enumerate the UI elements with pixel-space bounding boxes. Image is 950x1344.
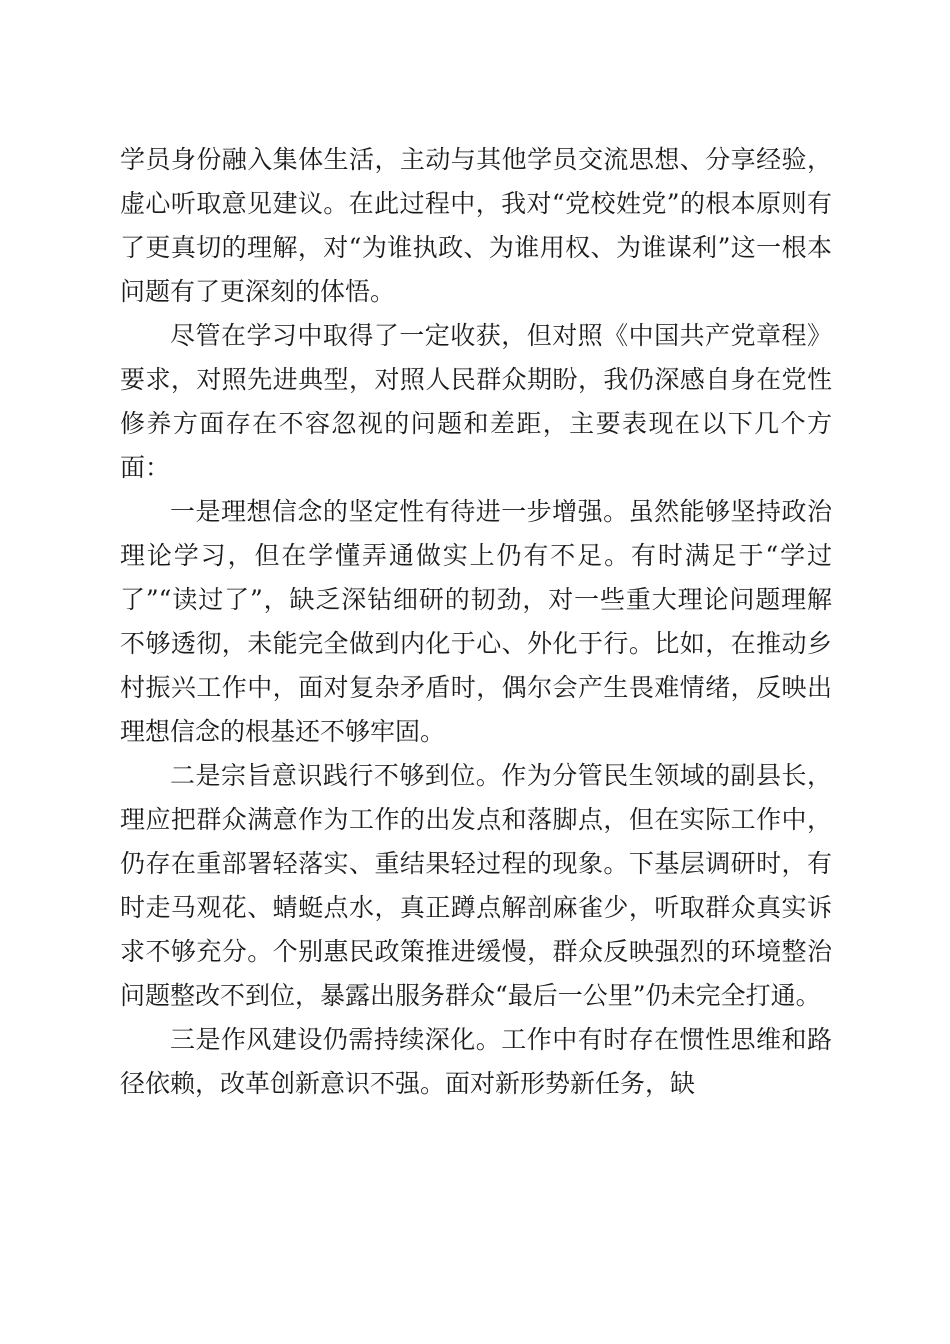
paragraph-5-lead: 三是作风建设仍需持续深化。 bbox=[170, 1025, 502, 1054]
paragraph-5 bbox=[120, 1018, 832, 1106]
paragraph-2 bbox=[120, 314, 832, 490]
paragraph-3 bbox=[120, 490, 832, 754]
paragraph-1-text: 学员身份融入集体生活，主动与其他学员交流思想、分享经验，虚心听取意见建议。在此过程中，我对“党校姓党”的根本原则有了更真切的理解，对“为谁执政、为谁用权、为谁谋利”这一根本问题有了更深刻的体悟。 bbox=[120, 145, 832, 306]
paragraph-3-text: 虽然能够坚持政治理论学习，但在学懂弄通做实上仍有不足。有时满足于“学过了”“读过了”，缺乏深钻细研的韧劲，对一些重大理论问题理解不够透彻，未能完全做到内化于心、外化于行。比如，在推动乡村振兴工作中，面对复杂矛盾时，偶尔会产生畏难情绪，反映出理想信念的根基还不够牢固。 bbox=[120, 497, 832, 746]
paragraph-3-lead: 一是理想信念的坚定性有待进一步增强。 bbox=[170, 497, 629, 526]
paragraph-1 bbox=[120, 138, 832, 314]
paragraph-2-text: 尽管在学习中取得了一定收获，但对照《中国共产党章程》要求，对照先进典型，对照人民群众期盼，我仍深感自身在党性修养方面存在不容忽视的问题和差距，主要表现在以下几个方面： bbox=[120, 321, 832, 482]
paragraph-4-text: 作为分管民生领域的副县长，理应把群众满意作为工作的出发点和落脚点，但在实际工作中，仍存在重部署轻落实、重结果轻过程的现象。下基层调研时，有时走马观花、蜻蜓点水，真正蹲点解剖麻雀少，听取群众真实诉求不够充分。个别惠民政策推进缓慢，群众反映强烈的环境整治问题整改不到位，暴露出服务群众“最后一公里”仍未完全打通。 bbox=[120, 761, 832, 1010]
paragraph-4 bbox=[120, 754, 832, 1018]
paragraph-4-lead: 二是宗旨意识践行不够到位。 bbox=[170, 761, 502, 790]
paragraph-5-text: 工作中有时存在惯性思维和路径依赖，改革创新意识不强。面对新形势新任务，缺 bbox=[120, 1025, 832, 1098]
document-body bbox=[120, 138, 832, 1106]
